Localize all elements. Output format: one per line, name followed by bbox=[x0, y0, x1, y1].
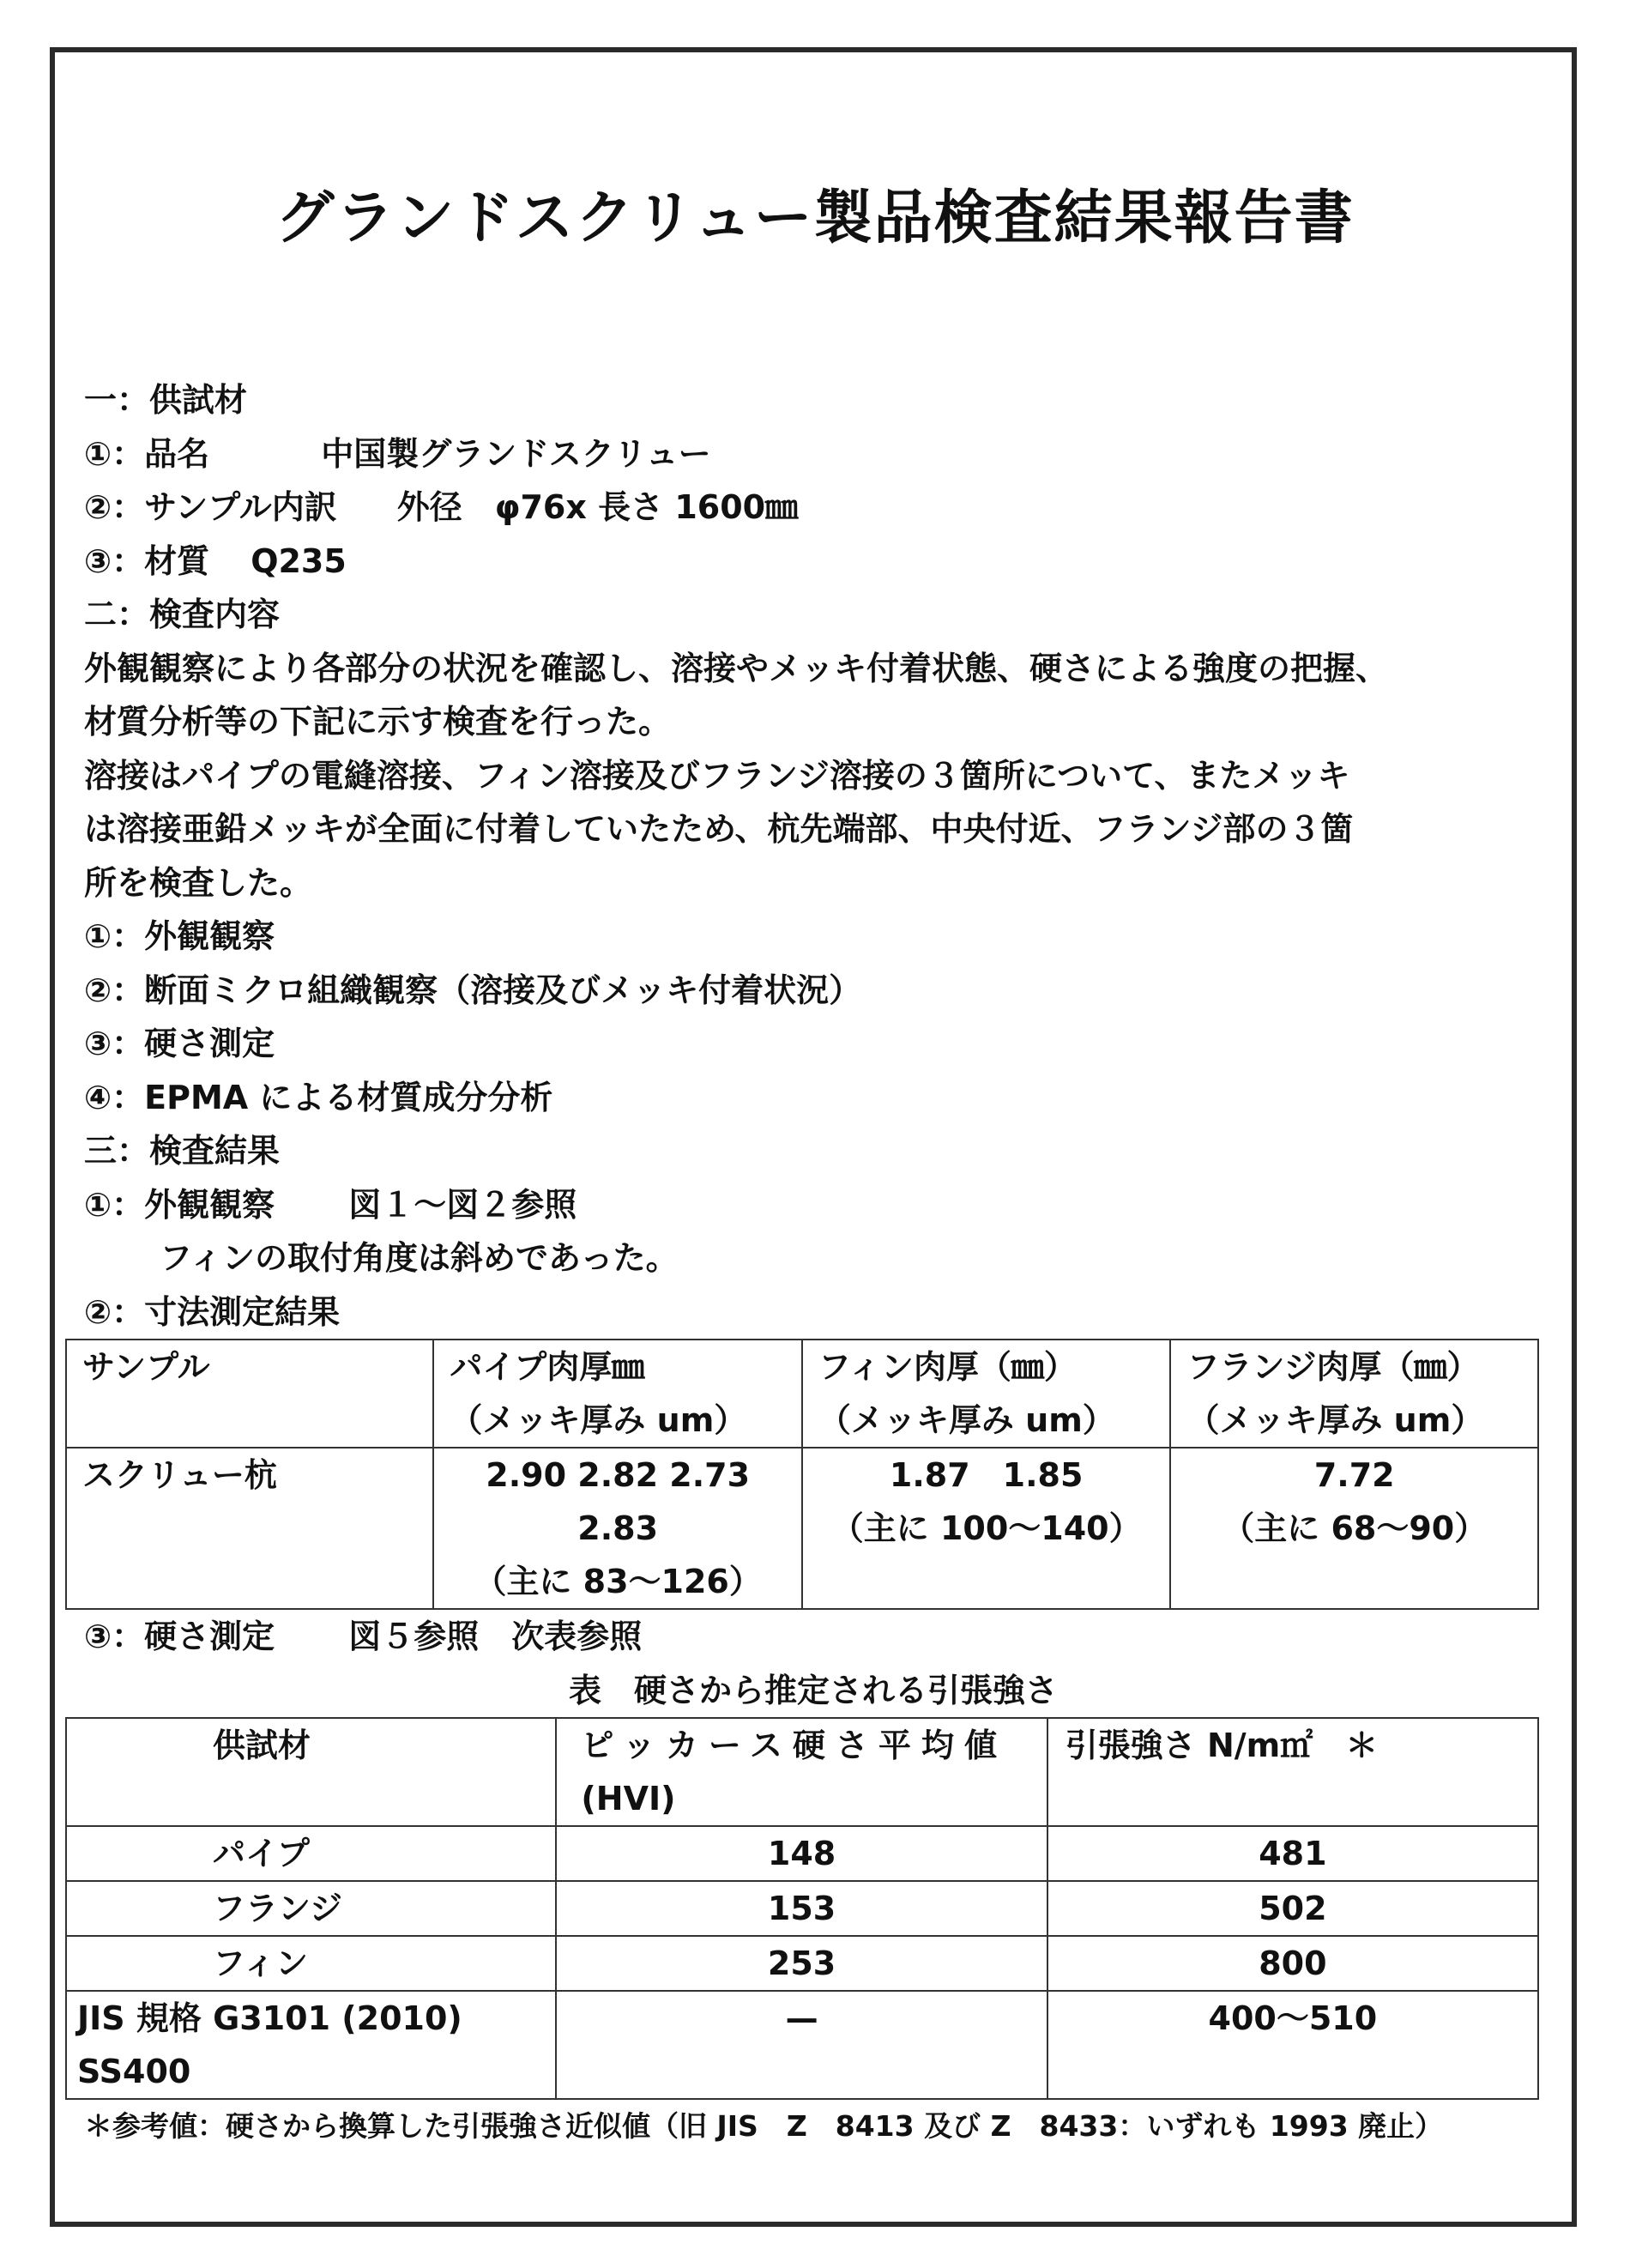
material-value: Q235 bbox=[251, 541, 347, 580]
product-name-value: 中国製グランドスクリュー bbox=[321, 434, 711, 473]
table-caption: 表 硬さから推定される引張強さ bbox=[568, 1671, 1058, 1709]
table-cell: 7.72 （主に 68～90） bbox=[1170, 1448, 1538, 1609]
report-body bbox=[77, 373, 1542, 2153]
paragraph-line: は溶接亜鉛メッキが全面に付着していたため、杭先端部、中央付近、フランジ部の３箇 bbox=[84, 810, 1354, 848]
paragraph-line: 所を検査した。 bbox=[84, 863, 313, 902]
table-cell: 253 bbox=[556, 1936, 1047, 1991]
table-cell: 153 bbox=[556, 1881, 1047, 1936]
table-row bbox=[66, 1448, 1538, 1609]
result-hardness-row bbox=[84, 1610, 1542, 1664]
table-header-row bbox=[66, 1340, 1538, 1448]
table-header-cell: パイプ肉厚㎜ （メッキ厚み um） bbox=[433, 1340, 802, 1448]
inspection-item: ②：断面ミクロ組織観察（溶接及びメッキ付着状況） bbox=[84, 971, 862, 1009]
result-hardness-value: 図５参照 次表参照 bbox=[348, 1618, 643, 1655]
inspection-item: ①：外観観察 bbox=[84, 917, 275, 955]
table-row bbox=[66, 1881, 1538, 1936]
result-appearance-row bbox=[84, 1178, 1542, 1232]
table-cell: パイプ bbox=[66, 1826, 556, 1881]
inspection-item: ④：EPMA による材質成分分析 bbox=[84, 1078, 553, 1116]
inspection-item: ③：硬さ測定 bbox=[84, 1025, 275, 1062]
sample-breakdown-row bbox=[84, 481, 1542, 535]
table-cell: フランジ bbox=[66, 1881, 556, 1936]
paragraph-line: 材質分析等の下記に示す検査を行った。 bbox=[84, 703, 672, 741]
page-title: グランドスクリュー製品検査結果報告書 bbox=[275, 184, 1355, 252]
section-2-heading: 二：検査内容 bbox=[84, 596, 281, 633]
result-appearance-note: フィンの取付角度は斜めであった。 bbox=[160, 1239, 679, 1277]
result-hardness-label: ③：硬さ測定 bbox=[84, 1618, 275, 1655]
table-row bbox=[66, 1826, 1538, 1881]
table-header-cell: フランジ肉厚（㎜） （メッキ厚み um） bbox=[1170, 1340, 1538, 1448]
product-name-row bbox=[84, 427, 1542, 481]
table-header-cell: ピッカース硬さ平均値 (HVI) bbox=[556, 1718, 1047, 1826]
table-cell: 400～510 bbox=[1047, 1991, 1538, 2099]
table-header-cell: 供試材 bbox=[66, 1718, 556, 1826]
table-row bbox=[66, 1991, 1538, 2099]
table-cell: JIS 規格 G3101 (2010) SS400 bbox=[66, 1991, 556, 2099]
result-appearance-value: 図１～図２参照 bbox=[348, 1185, 577, 1224]
table-cell: 2.90 2.82 2.73 2.83 （主に 83～126） bbox=[433, 1448, 802, 1609]
dimension-table bbox=[65, 1339, 1539, 1610]
table-row bbox=[66, 1936, 1538, 1991]
material-row bbox=[84, 535, 1542, 589]
paragraph-line: 外観観察により各部分の状況を確認し、溶接やメッキ付着状態、硬さによる強度の把握、 bbox=[84, 649, 1389, 687]
table-header-row bbox=[66, 1718, 1538, 1826]
section-1-heading: 一：供試材 bbox=[84, 381, 248, 419]
table-cell: フィン bbox=[66, 1936, 556, 1991]
sample-breakdown-label: ②：サンプル内訳 bbox=[84, 488, 337, 526]
table-cell: 800 bbox=[1047, 1936, 1538, 1991]
table-header-cell: サンプル bbox=[66, 1340, 433, 1448]
table-header-cell: 引張強さ N/m㎡ ＊ bbox=[1047, 1718, 1538, 1826]
result-appearance-label: ①：外観観察 bbox=[84, 1185, 275, 1224]
paragraph-line: 溶接はパイプの電縫溶接、フィン溶接及びフランジ溶接の３箇所について、またメッキ bbox=[84, 756, 1350, 795]
table-cell: スクリュー杭 bbox=[66, 1448, 433, 1609]
hardness-table bbox=[65, 1717, 1539, 2100]
product-name-label: ①：品名 bbox=[84, 434, 210, 473]
sample-breakdown-value: 外径 φ76x 長さ 1600㎜ bbox=[396, 488, 799, 526]
table-cell: 1.87 1.85 （主に 100～140） bbox=[802, 1448, 1171, 1609]
table-cell: 148 bbox=[556, 1826, 1047, 1881]
table-cell: 481 bbox=[1047, 1826, 1538, 1881]
table-cell: — bbox=[556, 1991, 1047, 2099]
table-cell: 502 bbox=[1047, 1881, 1538, 1936]
reference-note: ＊参考値：硬さから換算した引張強さ近似値（旧 JIS Z 8413 及び Z 8433：いずれも 1993 廃止） bbox=[84, 2108, 1444, 2143]
result-dimension-heading: ②：寸法測定結果 bbox=[84, 1292, 341, 1331]
material-label: ③：材質 bbox=[84, 541, 210, 580]
section-3-heading: 三：検査結果 bbox=[84, 1132, 281, 1170]
table-header-cell: フィン肉厚（㎜） （メッキ厚み um） bbox=[802, 1340, 1171, 1448]
